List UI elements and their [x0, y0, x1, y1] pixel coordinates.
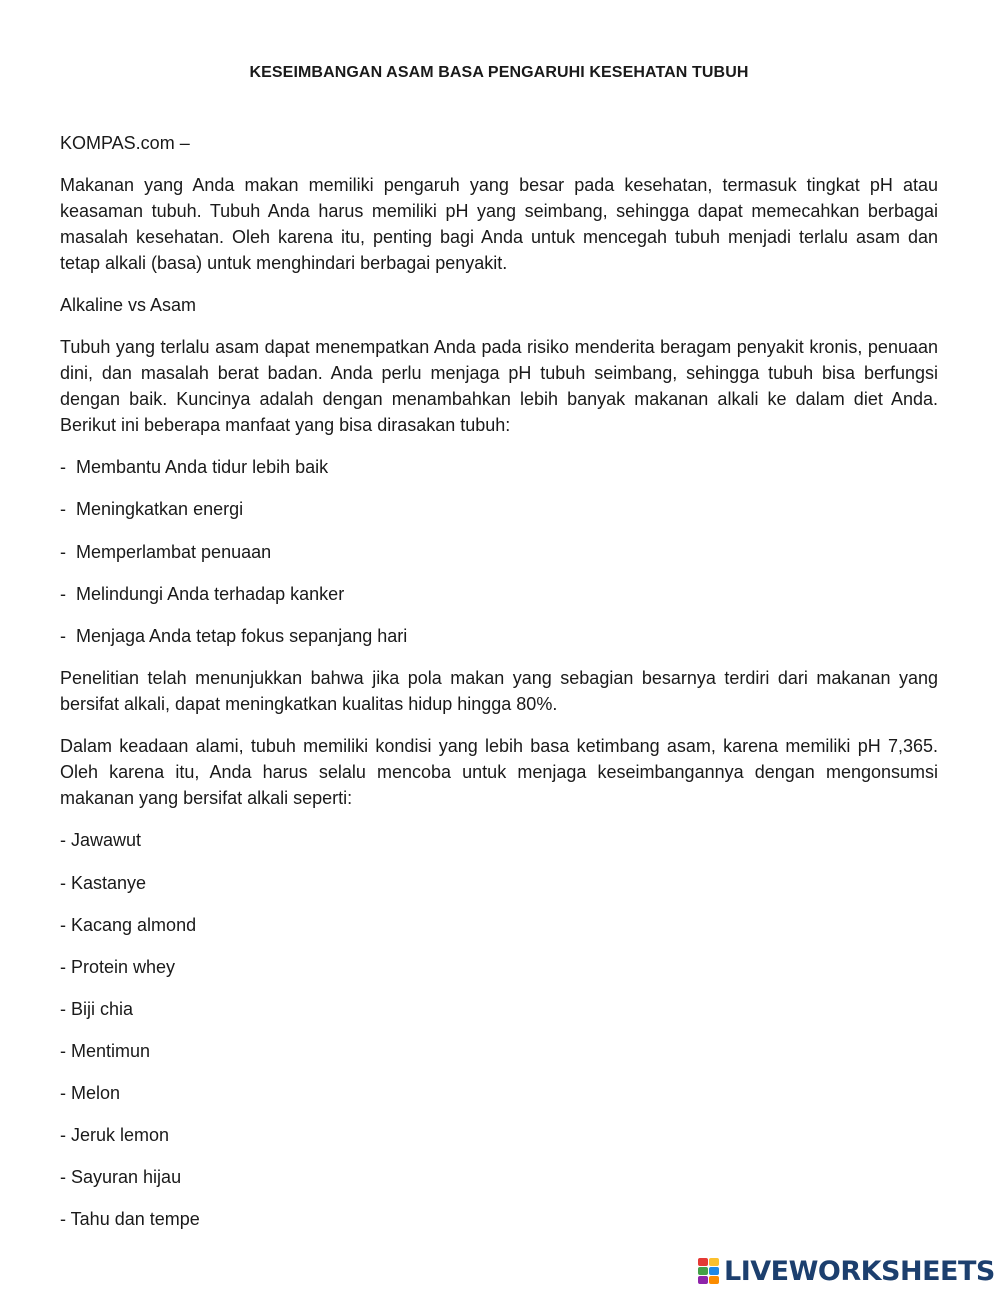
list-item: - Kastanye	[60, 870, 938, 896]
liveworksheets-logo	[698, 1256, 995, 1286]
intro-paragraph: Makanan yang Anda makan memiliki pengaruh yang besar pada kesehatan, termasuk tingkat pH atau keasaman tubuh. Tubuh Anda harus memiliki pH yang seimbang, sehingga dapat memecahkan berbagai masalah kesehatan. Oleh karena itu, penting bagi Anda untuk mencegah tubuh menjadi terlalu asam dan tetap alkali (basa) untuk menghindari berbagai penyakit.	[60, 175, 938, 273]
list-item: - Membantu Anda tidur lebih baik	[60, 454, 938, 480]
list-item: - Biji chia	[60, 996, 938, 1022]
foods-list	[60, 827, 938, 1232]
logo-blocks-icon	[698, 1258, 720, 1284]
document-title: KESEIMBANGAN ASAM BASA PENGARUHI KESEHATAN TUBUH	[249, 64, 749, 81]
logo-text: LIVEWORKSHEETS	[724, 1255, 995, 1287]
list-item: - Menjaga Anda tetap fokus sepanjang hari	[60, 623, 938, 649]
list-item: - Jawawut	[60, 827, 938, 853]
list-item: - Memperlambat penuaan	[60, 539, 938, 565]
natural-state-paragraph: Dalam keadaan alami, tubuh memiliki kondisi yang lebih basa ketimbang asam, karena memiliki pH 7,365. Oleh karena itu, Anda harus selalu mencoba untuk menjaga keseimbangannya dengan mengonsumsi makanan yang bersifat alkali seperti:	[60, 736, 938, 809]
list-item: - Protein whey	[60, 954, 938, 980]
list-item: - Meningkatkan energi	[60, 496, 938, 522]
list-item: - Mentimun	[60, 1038, 938, 1064]
source-line: KOMPAS.com –	[60, 133, 190, 153]
list-item: - Tahu dan tempe	[60, 1206, 938, 1232]
benefits-list	[60, 454, 938, 649]
list-item: - Melindungi Anda terhadap kanker	[60, 581, 938, 607]
document-body	[60, 130, 938, 1248]
body-paragraph: Tubuh yang terlalu asam dapat menempatkan Anda pada risiko menderita beragam penyakit kronis, penuaan dini, dan masalah berat badan. Anda perlu menjaga pH tubuh seimbang, sehingga tubuh bisa berfungsi dengan baik. Kuncinya adalah dengan menambahkan lebih banyak makanan alkali ke dalam diet Anda. Berikut ini beberapa manfaat yang bisa dirasakan tubuh:	[60, 337, 938, 435]
list-item: - Kacang almond	[60, 912, 938, 938]
subheading: Alkaline vs Asam	[60, 295, 197, 315]
list-item: - Melon	[60, 1080, 938, 1106]
list-item: - Sayuran hijau	[60, 1164, 938, 1190]
research-paragraph: Penelitian telah menunjukkan bahwa jika pola makan yang sebagian besarnya terdiri dari makanan yang bersifat alkali, dapat meningkatkan kualitas hidup hingga 80%.	[60, 668, 938, 715]
list-item: - Jeruk lemon	[60, 1122, 938, 1148]
